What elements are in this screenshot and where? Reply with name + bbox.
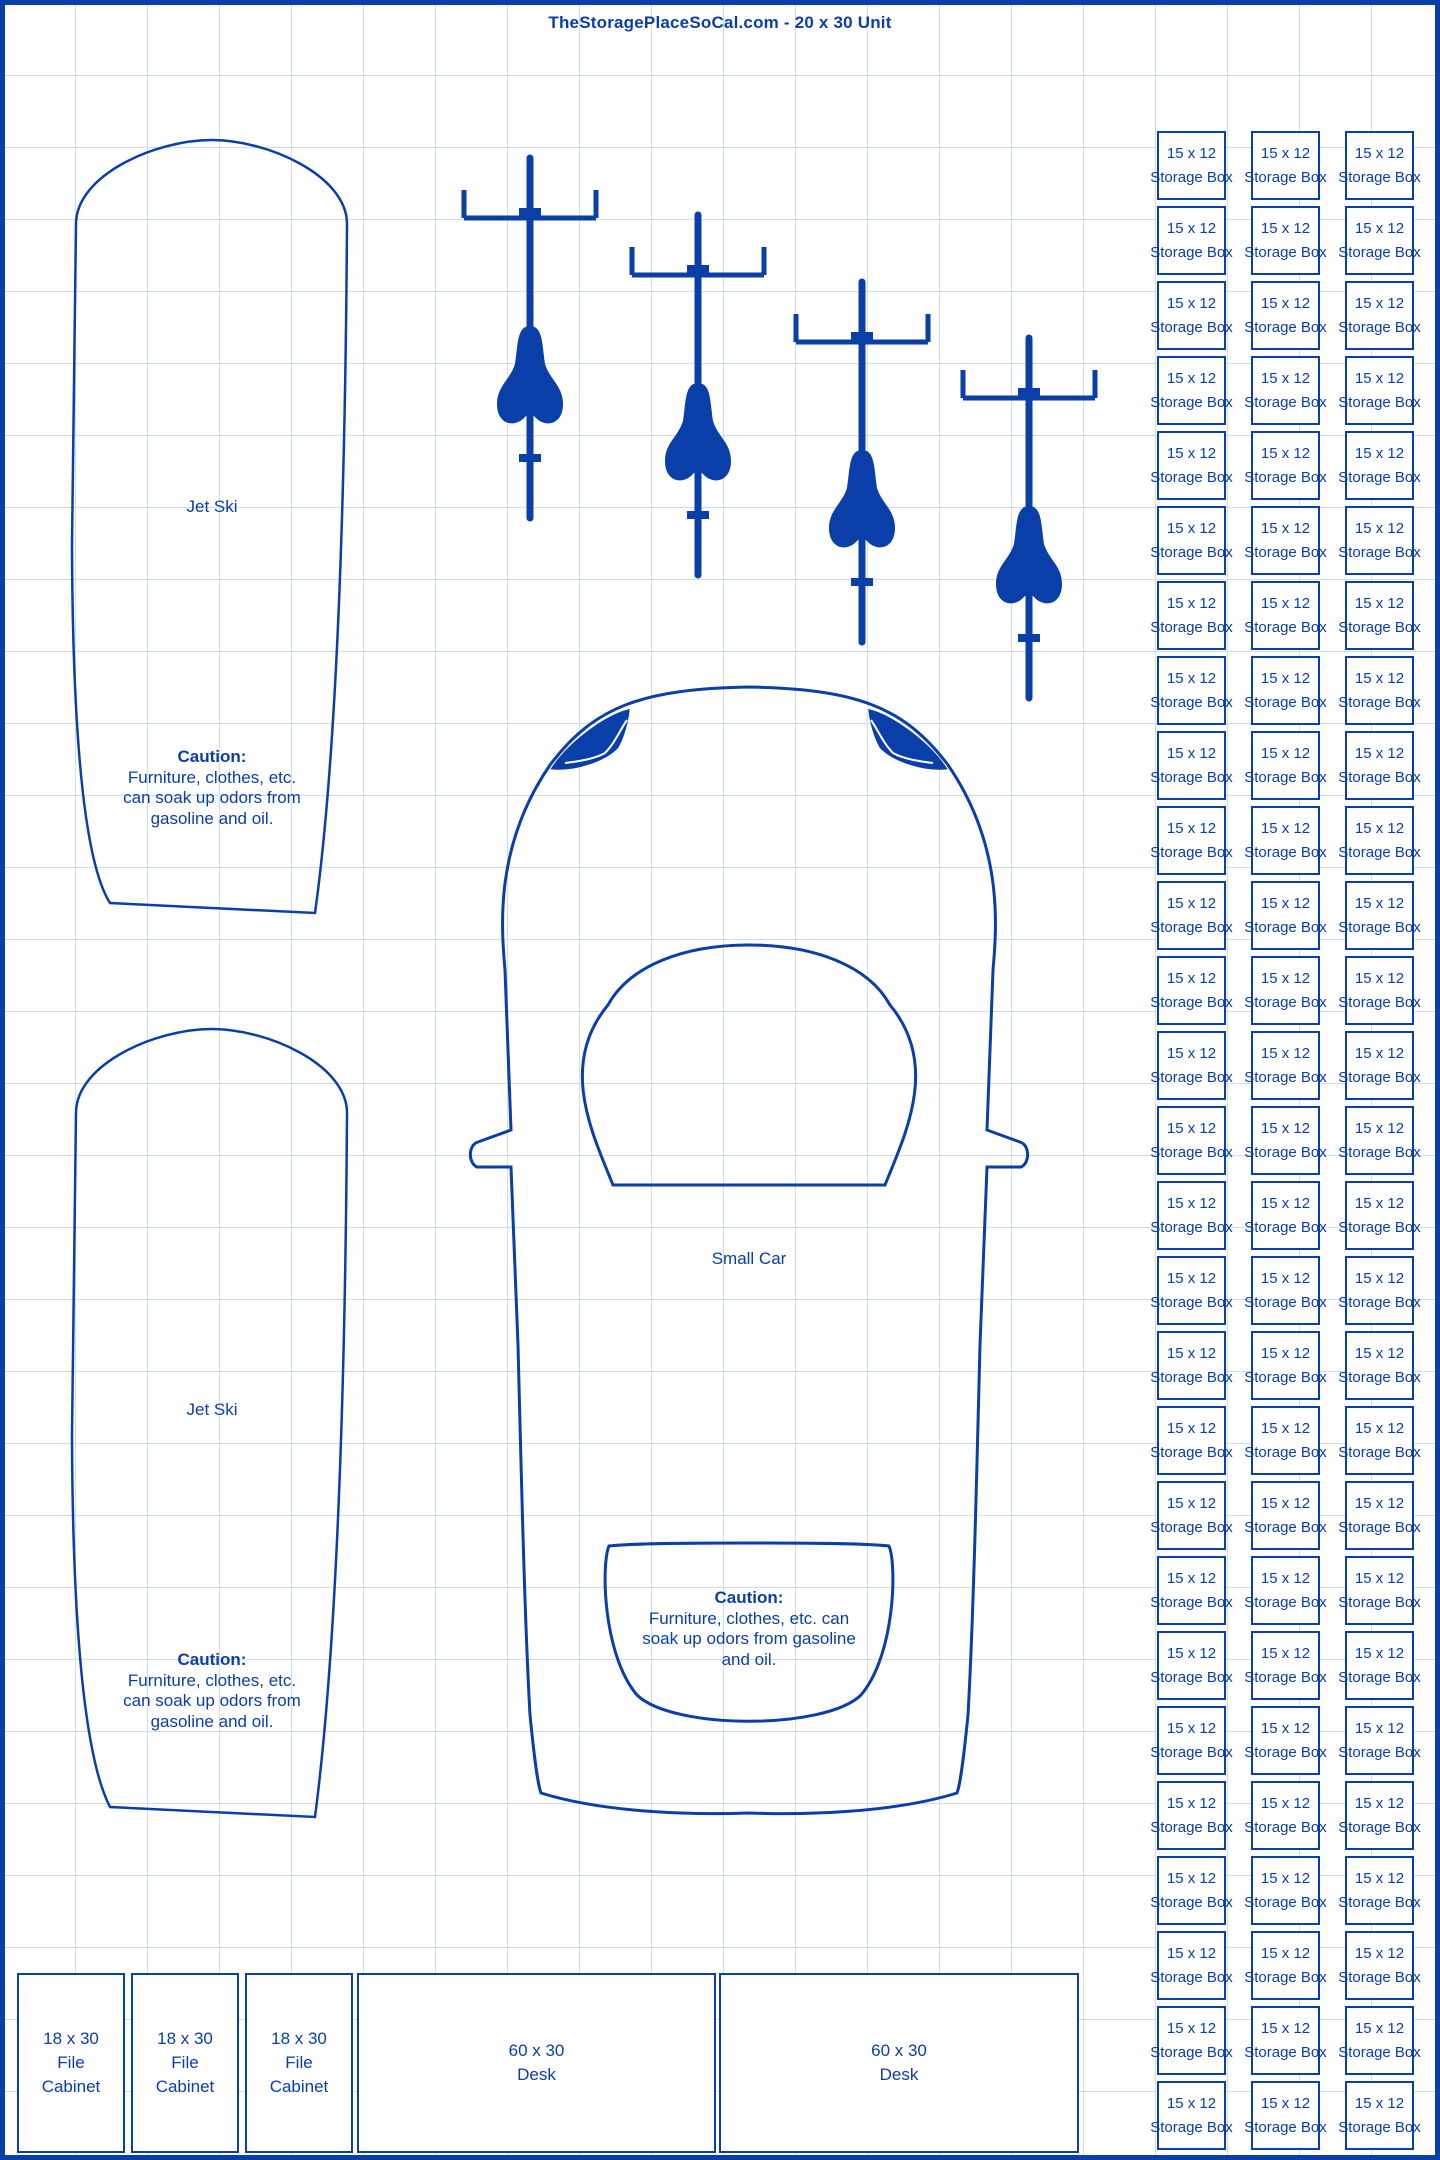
storage-box [1150,431,1233,500]
storage-box [1150,1556,1233,1625]
storage-box-size: 15 x 12 [1166,294,1217,312]
storage-box-name: Storage Box [1244,1968,1327,1986]
storage-box-name: Storage Box [1244,693,1327,711]
storage-box-size: 15 x 12 [1260,369,1311,387]
storage-box-size: 15 x 12 [1354,744,1405,762]
storage-box-size: 15 x 12 [1260,894,1311,912]
storage-box-size: 15 x 12 [1166,894,1217,912]
storage-box-size: 15 x 12 [1166,1719,1217,1737]
storage-box-size: 15 x 12 [1354,444,1405,462]
storage-box-size: 15 x 12 [1166,369,1217,387]
storage-box-name: Storage Box [1338,543,1421,561]
storage-box [1338,506,1421,575]
storage-box-size: 15 x 12 [1260,1794,1311,1812]
storage-box-name: Storage Box [1338,393,1421,411]
caution-text: Furniture, clothes, etc. can soak up odors from gasoline and oil. [642,1608,856,1670]
storage-box-name: Storage Box [1244,1293,1327,1311]
storage-box-size: 15 x 12 [1354,294,1405,312]
storage-box-name: Storage Box [1338,1818,1421,1836]
file-cabinet [17,1973,125,2153]
storage-box [1338,281,1421,350]
storage-box [1244,1556,1327,1625]
storage-box-name: Storage Box [1338,993,1421,1011]
unit-name: Cabinet [269,2076,329,2096]
unit-size: 18 x 30 [43,2029,99,2049]
storage-box [1244,656,1327,725]
storage-box-size: 15 x 12 [1260,1494,1311,1512]
storage-box-size: 15 x 12 [1166,1569,1217,1587]
storage-box-name: Storage Box [1338,1893,1421,1911]
storage-box-name: Storage Box [1150,2118,1233,2136]
storage-box-name: Storage Box [1150,1968,1233,1986]
storage-box-size: 15 x 12 [1260,669,1311,687]
storage-box-size: 15 x 12 [1354,969,1405,987]
storage-box-size: 15 x 12 [1354,219,1405,237]
storage-box [1338,2006,1421,2075]
storage-box [1244,506,1327,575]
storage-box-name: Storage Box [1244,1368,1327,1386]
storage-box [1244,731,1327,800]
storage-box [1150,1031,1233,1100]
storage-box-name: Storage Box [1244,1668,1327,1686]
jet-ski-label: Jet Ski [186,1400,238,1419]
storage-box [1338,731,1421,800]
storage-box [1244,806,1327,875]
storage-box [1150,1181,1233,1250]
storage-box [1150,1256,1233,1325]
storage-box [1244,206,1327,275]
storage-box-name: Storage Box [1244,1068,1327,1086]
storage-box-size: 15 x 12 [1260,1194,1311,1212]
storage-box [1150,131,1233,200]
storage-box [1244,1256,1327,1325]
caution-title: Caution: [177,1650,247,1669]
storage-box-name: Storage Box [1338,768,1421,786]
storage-box-size: 15 x 12 [1354,1344,1405,1362]
storage-box-name: Storage Box [1150,1818,1233,1836]
storage-box [1338,2081,1421,2150]
storage-box-name: Storage Box [1244,168,1327,186]
storage-box [1244,356,1327,425]
storage-box [1150,1331,1233,1400]
car-label: Small Car [711,1249,787,1268]
storage-box [1150,281,1233,350]
storage-box-name: Storage Box [1150,1368,1233,1386]
storage-box [1150,356,1233,425]
unit-name: Cabinet [155,2076,215,2096]
unit-name: File [171,2053,199,2073]
storage-box-name: Storage Box [1244,768,1327,786]
storage-box-name: Storage Box [1338,1293,1421,1311]
jet-ski-caution [112,747,312,830]
storage-box [1338,1106,1421,1175]
storage-box-size: 15 x 12 [1354,519,1405,537]
storage-box-size: 15 x 12 [1354,894,1405,912]
storage-box-size: 15 x 12 [1260,144,1311,162]
storage-box-name: Storage Box [1244,993,1327,1011]
storage-box-size: 15 x 12 [1260,1044,1311,1062]
storage-box [1244,1781,1327,1850]
storage-box-name: Storage Box [1338,468,1421,486]
storage-box-size: 15 x 12 [1260,2094,1311,2112]
storage-box-name: Storage Box [1150,468,1233,486]
storage-box-size: 15 x 12 [1166,1119,1217,1137]
caution-text: Furniture, clothes, etc. can soak up odors from gasoline and oil. [123,767,301,829]
storage-box [1338,1781,1421,1850]
storage-box-name: Storage Box [1150,918,1233,936]
storage-box-name: Storage Box [1150,1293,1233,1311]
storage-box-size: 15 x 12 [1166,1944,1217,1962]
storage-box-name: Storage Box [1244,843,1327,861]
file-cabinet [245,1973,353,2153]
storage-box-size: 15 x 12 [1354,1269,1405,1287]
storage-box-size: 15 x 12 [1166,519,1217,537]
storage-box-name: Storage Box [1244,543,1327,561]
storage-box-name: Storage Box [1244,2118,1327,2136]
storage-box [1150,1931,1233,2000]
storage-box [1150,581,1233,650]
storage-box-size: 15 x 12 [1166,1194,1217,1212]
storage-box [1244,1856,1327,1925]
storage-box-name: Storage Box [1244,1218,1327,1236]
storage-box-size: 15 x 12 [1166,744,1217,762]
storage-box-name: Storage Box [1150,1743,1233,1761]
unit-name: Desk [517,2065,556,2084]
storage-box-size: 15 x 12 [1166,444,1217,462]
storage-box-name: Storage Box [1244,1743,1327,1761]
storage-box-size: 15 x 12 [1166,144,1217,162]
storage-box [1150,1706,1233,1775]
storage-box [1338,581,1421,650]
storage-box-name: Storage Box [1150,843,1233,861]
storage-box-size: 15 x 12 [1260,1344,1311,1362]
file-cabinet [131,1973,239,2153]
storage-box-name: Storage Box [1244,918,1327,936]
storage-box [1150,1406,1233,1475]
storage-box [1150,1106,1233,1175]
storage-box-name: Storage Box [1150,1593,1233,1611]
storage-box [1244,1631,1327,1700]
storage-box-name: Storage Box [1338,918,1421,936]
storage-box-name: Storage Box [1338,1218,1421,1236]
unit-size: 60 x 30 [508,2041,565,2061]
storage-box-size: 15 x 12 [1260,744,1311,762]
storage-box-size: 15 x 12 [1260,519,1311,537]
storage-box-name: Storage Box [1338,2118,1421,2136]
storage-box [1244,281,1327,350]
storage-box [1338,1406,1421,1475]
storage-box [1244,1031,1327,1100]
storage-box-size: 15 x 12 [1354,1419,1405,1437]
storage-box [1338,881,1421,950]
storage-box-name: Storage Box [1150,1068,1233,1086]
storage-box-name: Storage Box [1338,693,1421,711]
storage-box-size: 15 x 12 [1166,1869,1217,1887]
storage-box-name: Storage Box [1244,618,1327,636]
storage-box-name: Storage Box [1338,843,1421,861]
unit-size: 18 x 30 [157,2029,213,2049]
storage-box [1244,1406,1327,1475]
storage-box-size: 15 x 12 [1354,1644,1405,1662]
storage-box [1244,881,1327,950]
storage-box-size: 15 x 12 [1260,819,1311,837]
storage-box-size: 15 x 12 [1354,144,1405,162]
storage-box [1338,1031,1421,1100]
storage-box-name: Storage Box [1150,393,1233,411]
storage-box-name: Storage Box [1150,2043,1233,2061]
storage-box [1338,656,1421,725]
storage-box [1338,1856,1421,1925]
storage-box-name: Storage Box [1338,1443,1421,1461]
desk [719,1973,1079,2153]
page-title: TheStoragePlaceSoCal.com - 20 x 30 Unit [548,13,892,32]
storage-box [1244,1181,1327,1250]
caution-title: Caution: [714,1588,784,1607]
storage-box [1244,2006,1327,2075]
storage-box [1338,206,1421,275]
storage-box [1150,206,1233,275]
storage-box-name: Storage Box [1338,1668,1421,1686]
storage-box [1338,1931,1421,2000]
storage-box-size: 15 x 12 [1260,1944,1311,1962]
storage-box [1150,956,1233,1025]
storage-box-size: 15 x 12 [1260,444,1311,462]
storage-box-name: Storage Box [1338,1518,1421,1536]
storage-box-name: Storage Box [1338,1968,1421,1986]
storage-box [1244,1931,1327,2000]
storage-box [1338,131,1421,200]
storage-box-size: 15 x 12 [1166,669,1217,687]
storage-box [1338,1706,1421,1775]
storage-box-name: Storage Box [1150,768,1233,786]
storage-box-size: 15 x 12 [1354,1719,1405,1737]
car-caution [639,1588,859,1671]
storage-box-name: Storage Box [1338,1593,1421,1611]
storage-box-size: 15 x 12 [1166,1344,1217,1362]
storage-box-size: 15 x 12 [1354,1794,1405,1812]
unit-name: File [285,2053,313,2073]
storage-box [1150,1781,1233,1850]
unit-name: File [57,2053,85,2073]
storage-box [1150,656,1233,725]
storage-box-size: 15 x 12 [1260,1719,1311,1737]
storage-box [1244,1331,1327,1400]
unit-name: Cabinet [41,2076,101,2096]
storage-box [1244,2081,1327,2150]
storage-box [1244,1481,1327,1550]
storage-box-size: 15 x 12 [1260,294,1311,312]
storage-box-size: 15 x 12 [1260,1644,1311,1662]
storage-box-name: Storage Box [1244,318,1327,336]
storage-box-name: Storage Box [1150,1668,1233,1686]
storage-box-name: Storage Box [1150,1443,1233,1461]
storage-box-size: 15 x 12 [1354,1119,1405,1137]
storage-box-size: 15 x 12 [1260,1569,1311,1587]
storage-box-name: Storage Box [1244,1893,1327,1911]
storage-box-name: Storage Box [1338,1743,1421,1761]
storage-box-name: Storage Box [1150,1218,1233,1236]
storage-box-name: Storage Box [1244,468,1327,486]
unit-size: 60 x 30 [871,2041,927,2061]
storage-box [1150,1631,1233,1700]
storage-box-size: 15 x 12 [1354,819,1405,837]
unit-name: Desk [879,2065,919,2084]
storage-box-size: 15 x 12 [1354,369,1405,387]
storage-box-name: Storage Box [1338,243,1421,261]
storage-box [1244,1106,1327,1175]
storage-box-name: Storage Box [1150,618,1233,636]
storage-box-size: 15 x 12 [1260,2019,1311,2037]
storage-box-name: Storage Box [1338,1068,1421,1086]
storage-box [1338,356,1421,425]
storage-box [1338,1181,1421,1250]
storage-box [1244,431,1327,500]
storage-box [1150,2081,1233,2150]
unit-size: 18 x 30 [271,2029,327,2049]
storage-box-size: 15 x 12 [1166,1494,1217,1512]
storage-box [1338,1556,1421,1625]
storage-box-size: 15 x 12 [1260,1119,1311,1137]
storage-box-name: Storage Box [1150,318,1233,336]
storage-box [1150,506,1233,575]
storage-box [1150,2006,1233,2075]
storage-box-size: 15 x 12 [1354,2094,1405,2112]
storage-box-size: 15 x 12 [1166,1794,1217,1812]
storage-box-name: Storage Box [1338,2043,1421,2061]
storage-box [1244,956,1327,1025]
storage-box-name: Storage Box [1244,1593,1327,1611]
storage-box [1150,881,1233,950]
storage-box [1338,956,1421,1025]
storage-box-size: 15 x 12 [1260,1269,1311,1287]
storage-box [1338,1256,1421,1325]
storage-box-name: Storage Box [1150,168,1233,186]
storage-box-size: 15 x 12 [1354,1569,1405,1587]
storage-box-size: 15 x 12 [1166,2019,1217,2037]
storage-box-size: 15 x 12 [1166,1644,1217,1662]
storage-box [1338,1481,1421,1550]
storage-box-name: Storage Box [1244,2043,1327,2061]
storage-box [1338,806,1421,875]
storage-box-name: Storage Box [1338,168,1421,186]
storage-box-name: Storage Box [1244,1518,1327,1536]
storage-box-size: 15 x 12 [1166,2094,1217,2112]
storage-box-name: Storage Box [1150,1893,1233,1911]
caution-title: Caution: [177,747,247,766]
storage-box-size: 15 x 12 [1260,594,1311,612]
storage-box-name: Storage Box [1338,1368,1421,1386]
storage-box-size: 15 x 12 [1260,1419,1311,1437]
storage-box-name: Storage Box [1150,993,1233,1011]
storage-box-size: 15 x 12 [1354,1044,1405,1062]
storage-box [1150,1481,1233,1550]
storage-box [1338,1331,1421,1400]
storage-box-size: 15 x 12 [1166,219,1217,237]
storage-box-size: 15 x 12 [1354,669,1405,687]
storage-box-name: Storage Box [1244,243,1327,261]
storage-box-name: Storage Box [1244,1443,1327,1461]
storage-box [1338,431,1421,500]
storage-box-name: Storage Box [1150,1518,1233,1536]
storage-box [1244,1706,1327,1775]
storage-box-size: 15 x 12 [1166,969,1217,987]
storage-box-size: 15 x 12 [1354,1869,1405,1887]
storage-box-name: Storage Box [1150,693,1233,711]
storage-box [1150,731,1233,800]
storage-box-size: 15 x 12 [1166,1269,1217,1287]
storage-box-size: 15 x 12 [1260,219,1311,237]
caution-text: Furniture, clothes, etc. can soak up odors from gasoline and oil. [123,1670,301,1732]
storage-box [1244,131,1327,200]
storage-box-name: Storage Box [1150,543,1233,561]
storage-box-size: 15 x 12 [1166,594,1217,612]
jet-ski-label: Jet Ski [186,497,238,516]
storage-box-size: 15 x 12 [1354,1494,1405,1512]
storage-box-name: Storage Box [1244,1143,1327,1161]
storage-box-name: Storage Box [1150,1143,1233,1161]
desk [357,1973,716,2153]
storage-box-size: 15 x 12 [1260,969,1311,987]
storage-box [1150,806,1233,875]
storage-box-name: Storage Box [1338,618,1421,636]
storage-box-size: 15 x 12 [1166,1419,1217,1437]
storage-box-size: 15 x 12 [1354,2019,1405,2037]
storage-box-name: Storage Box [1338,1143,1421,1161]
storage-box-size: 15 x 12 [1260,1869,1311,1887]
storage-box-name: Storage Box [1244,393,1327,411]
storage-box [1338,1631,1421,1700]
storage-box-name: Storage Box [1150,243,1233,261]
storage-box-size: 15 x 12 [1166,819,1217,837]
storage-box-size: 15 x 12 [1354,594,1405,612]
jet-ski-caution [112,1650,312,1733]
storage-box-size: 15 x 12 [1166,1044,1217,1062]
storage-box-size: 15 x 12 [1354,1194,1405,1212]
storage-box-name: Storage Box [1244,1818,1327,1836]
storage-box [1244,581,1327,650]
storage-box [1150,1856,1233,1925]
storage-box-name: Storage Box [1338,318,1421,336]
storage-box-size: 15 x 12 [1354,1944,1405,1962]
